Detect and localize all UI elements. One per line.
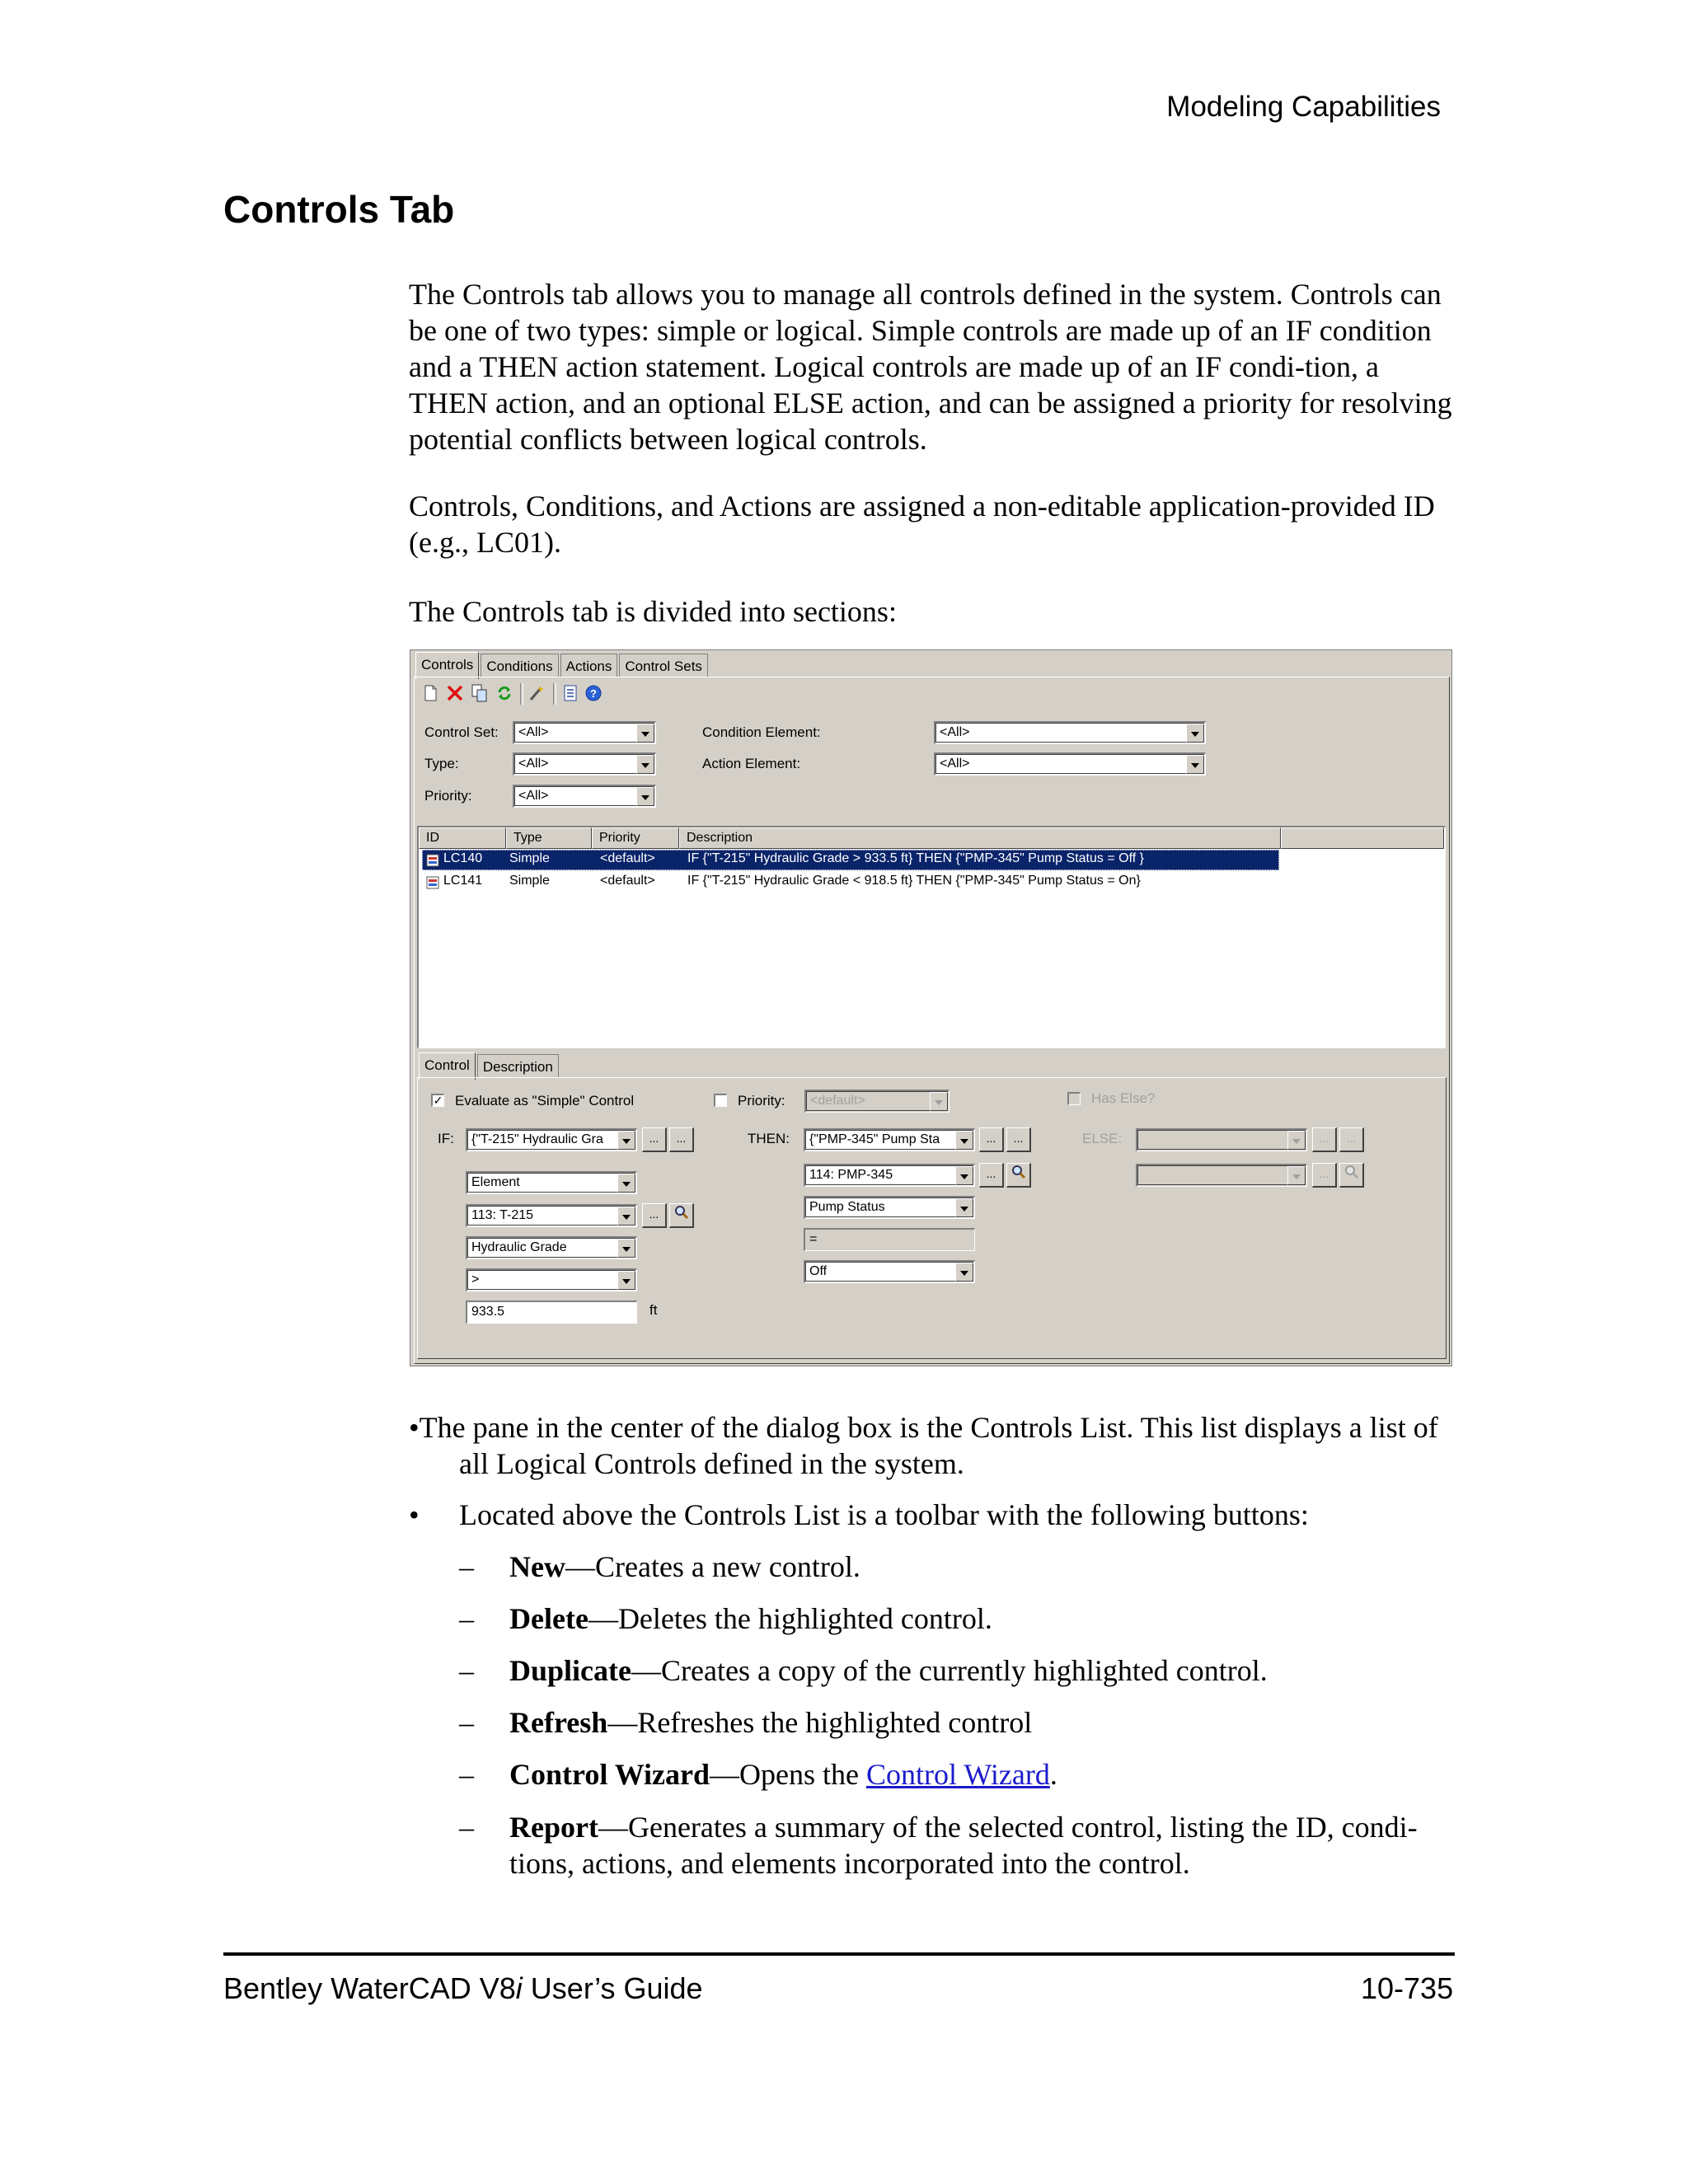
else-action-dropdown[interactable] <box>1136 1128 1307 1151</box>
chevron-down-icon[interactable] <box>636 787 654 806</box>
if-condition-dropdown[interactable]: {"T-215" Hydraulic Gra <box>466 1128 637 1151</box>
condition-element-label: Condition Element: <box>702 724 821 740</box>
has-else-checkbox[interactable] <box>1067 1092 1081 1105</box>
tab-conditions[interactable]: Conditions <box>481 654 558 677</box>
help-button[interactable] <box>582 682 605 705</box>
evaluate-simple-checkbox[interactable]: ✓ <box>431 1094 444 1107</box>
controls-dialog <box>410 649 1452 1366</box>
chevron-down-icon[interactable] <box>1186 724 1204 743</box>
footer-guide-title: Bentley WaterCAD V8i User’s Guide <box>223 1971 703 2005</box>
control-wizard-icon <box>528 683 547 703</box>
priority-dropdown[interactable]: <default> <box>804 1090 950 1113</box>
row-description: IF {"T-215" Hydraulic Grade < 918.5 ft} THEN {"PMP-345" Pump Status = On} <box>687 874 1141 888</box>
table-row[interactable] <box>422 850 1279 870</box>
row-id: LC140 <box>443 851 483 865</box>
intro-paragraph: The Controls tab allows you to manage all controls defined in the system. Controls can be one of two types: simple or logical. Simple controls are made up of an IF condition and a THEN action statement. Logical controls are made up of an IF condi-tion, a THEN action, and an optional ELSE action, and can be assigned a priority for resolving potential conflicts between logical controls. <box>409 278 1452 456</box>
action-element-label: Action Element: <box>702 756 801 771</box>
list-item-duplicate: Duplicate—Creates a copy of the currently highlighted control. <box>509 1654 1268 1687</box>
refresh-button[interactable] <box>493 682 516 705</box>
dash-marker: – <box>459 1758 474 1791</box>
dash-marker: – <box>459 1602 474 1635</box>
priority-label: Priority: <box>738 1093 785 1108</box>
else-ellipsis-button-2[interactable]: ... <box>1339 1127 1364 1152</box>
toolbar-separator <box>520 683 523 705</box>
column-header-id[interactable]: ID <box>419 827 506 849</box>
page-title: Controls Tab <box>223 188 455 231</box>
else-label: ELSE: <box>1082 1131 1123 1146</box>
control-set-label: Control Set: <box>424 724 499 740</box>
report-icon <box>561 684 579 702</box>
control-row-icon <box>426 854 439 867</box>
else-element-dropdown[interactable] <box>1136 1164 1307 1187</box>
chevron-down-icon[interactable] <box>636 755 654 774</box>
control-wizard-link[interactable]: Control Wizard <box>866 1758 1050 1791</box>
list-item-delete: Delete—Deletes the highlighted control. <box>509 1602 992 1635</box>
running-header: Modeling Capabilities <box>1166 91 1441 123</box>
type-label: Type: <box>424 756 459 771</box>
row-priority: <default> <box>600 851 655 865</box>
page-number: 10-735 <box>1361 1971 1454 2005</box>
if-unit-label: ft <box>649 1302 658 1318</box>
chevron-down-icon[interactable] <box>617 1239 635 1258</box>
chevron-down-icon[interactable] <box>955 1166 973 1185</box>
delete-button[interactable] <box>443 682 467 705</box>
action-element-dropdown[interactable]: <All> <box>934 752 1206 776</box>
list-item-report: Report—Generates a summary of the selected control, listing the ID, condi-tions, actions, and elements incorporated into the control. <box>509 1811 1418 1880</box>
sections-paragraph: The Controls tab is divided into sections: <box>409 595 897 628</box>
control-row-icon <box>426 876 439 889</box>
row-id: LC141 <box>443 874 483 888</box>
if-element-dropdown[interactable]: 113: T-215 <box>466 1204 637 1227</box>
chevron-down-icon[interactable] <box>955 1131 973 1150</box>
then-ellipsis-button-2[interactable]: ... <box>1006 1127 1031 1152</box>
svg-text:?: ? <box>590 687 597 700</box>
duplicate-icon <box>470 683 490 703</box>
chevron-down-icon[interactable] <box>955 1263 973 1282</box>
list-item-new: New—Creates a new control. <box>509 1550 860 1583</box>
refresh-icon <box>495 684 513 702</box>
then-operator-field: = <box>804 1228 975 1251</box>
chevron-down-icon[interactable] <box>955 1198 973 1217</box>
chevron-down-icon[interactable] <box>617 1207 635 1226</box>
table-row[interactable] <box>422 872 1279 893</box>
row-type: Simple <box>509 874 550 888</box>
control-set-dropdown[interactable]: <All> <box>513 721 656 744</box>
if-element-ellipsis-button[interactable]: ... <box>642 1203 667 1228</box>
then-action-dropdown[interactable]: {"PMP-345" Pump Sta <box>804 1128 975 1151</box>
id-paragraph: Controls, Conditions, and Actions are assigned a non-editable application-provided ID (e.g., LC01). <box>409 490 1435 559</box>
then-element-find-button[interactable] <box>1006 1163 1031 1188</box>
tab-actions[interactable]: Actions <box>560 654 618 677</box>
bullet-controls-list-cont: all Logical Controls defined in the system. <box>459 1447 964 1480</box>
then-element-ellipsis-button[interactable]: ... <box>979 1163 1004 1188</box>
dash-marker: – <box>459 1654 474 1687</box>
else-ellipsis-button[interactable]: ... <box>1312 1127 1337 1152</box>
magnifier-icon <box>1343 1164 1360 1180</box>
column-header-description[interactable]: Description <box>679 827 1281 849</box>
else-element-ellipsis-button[interactable]: ... <box>1312 1163 1337 1188</box>
tab-description[interactable]: Description <box>477 1054 559 1078</box>
new-icon <box>421 684 439 702</box>
if-operator-dropdown[interactable]: > <box>466 1268 637 1291</box>
evaluate-simple-label: Evaluate as "Simple" Control <box>455 1093 635 1108</box>
column-header-priority[interactable]: Priority <box>592 827 679 849</box>
dash-marker: – <box>459 1706 474 1739</box>
controls-list[interactable] <box>417 826 1446 1048</box>
then-attribute-dropdown[interactable]: Pump Status <box>804 1196 975 1219</box>
list-item-control-wizard: Control Wizard—Opens the Control Wizard. <box>509 1758 1057 1791</box>
priority-filter-label: Priority: <box>424 788 472 804</box>
tab-control[interactable]: Control <box>419 1052 476 1080</box>
magnifier-icon <box>673 1204 690 1221</box>
then-target-dropdown[interactable]: Off <box>804 1260 975 1283</box>
if-label: IF: <box>438 1131 454 1146</box>
chevron-down-icon[interactable] <box>1186 755 1204 774</box>
then-element-dropdown[interactable]: 114: PMP-345 <box>804 1164 975 1187</box>
if-element-find-button[interactable] <box>669 1203 694 1228</box>
magnifier-icon <box>1010 1164 1027 1180</box>
footer-rule <box>223 1952 1455 1956</box>
chevron-down-icon[interactable] <box>617 1131 635 1150</box>
duplicate-button[interactable] <box>468 682 491 705</box>
type-dropdown[interactable]: <All> <box>513 752 656 776</box>
priority-filter-dropdown[interactable]: <All> <box>513 785 656 808</box>
column-header-type[interactable]: Type <box>506 827 592 849</box>
else-element-find-button[interactable] <box>1339 1163 1364 1188</box>
bullet-controls-list: •The pane in the center of the dialog box is the Controls List. This list displays a list of <box>409 1411 1438 1444</box>
new-button[interactable] <box>419 682 442 705</box>
has-else-label: Has Else? <box>1091 1090 1156 1106</box>
if-attribute-dropdown[interactable]: Hydraulic Grade <box>466 1236 637 1259</box>
row-type: Simple <box>509 851 550 865</box>
priority-checkbox[interactable] <box>714 1094 727 1107</box>
control-wizard-button[interactable] <box>526 682 549 705</box>
then-label: THEN: <box>748 1131 790 1146</box>
if-ellipsis-button[interactable]: ... <box>642 1127 667 1152</box>
dash-marker: – <box>459 1550 474 1583</box>
column-header-filler <box>1281 827 1444 849</box>
tab-controls[interactable]: Controls <box>415 652 479 679</box>
list-item-refresh: Refresh—Refreshes the highlighted control <box>509 1706 1033 1739</box>
chevron-down-icon[interactable] <box>1287 1166 1306 1185</box>
bullet-marker: • <box>409 1498 420 1531</box>
chevron-down-icon[interactable] <box>617 1174 635 1193</box>
chevron-down-icon[interactable] <box>617 1271 635 1290</box>
then-ellipsis-button[interactable]: ... <box>979 1127 1004 1152</box>
if-ellipsis-button-2[interactable]: ... <box>669 1127 694 1152</box>
row-priority: <default> <box>600 874 655 888</box>
chevron-down-icon[interactable] <box>636 724 654 743</box>
chevron-down-icon[interactable] <box>1287 1131 1306 1150</box>
dash-marker: – <box>459 1811 474 1844</box>
tab-control-sets[interactable]: Control Sets <box>619 654 708 677</box>
row-description: IF {"T-215" Hydraulic Grade > 933.5 ft} THEN {"PMP-345" Pump Status = Off } <box>687 851 1144 865</box>
if-target-value-input[interactable]: 933.5 <box>466 1301 637 1324</box>
help-icon <box>584 684 603 702</box>
delete-icon <box>445 683 465 703</box>
condition-element-dropdown[interactable]: <All> <box>934 721 1206 744</box>
report-button[interactable] <box>559 682 582 705</box>
if-element-type-dropdown[interactable]: Element <box>466 1171 637 1194</box>
chevron-down-icon[interactable] <box>930 1092 948 1111</box>
toolbar-separator <box>553 683 556 705</box>
bullet-toolbar: Located above the Controls List is a toolbar with the following buttons: <box>459 1498 1309 1531</box>
